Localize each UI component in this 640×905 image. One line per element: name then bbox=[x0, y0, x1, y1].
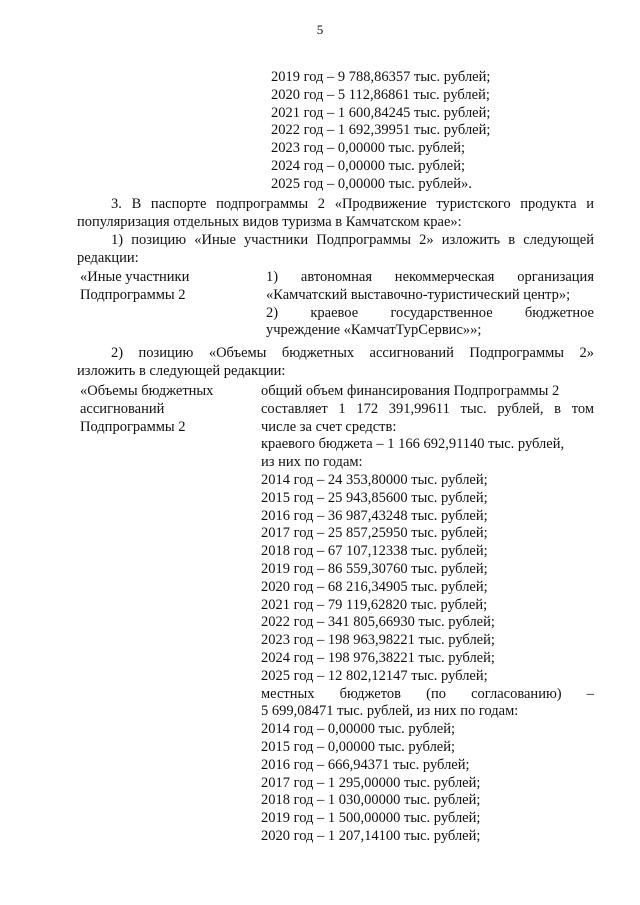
table-cell-line: местных бюджетов (по согласованию) – bbox=[261, 685, 594, 702]
table-cell-line: «Камчатский выставочно-туристический центр»; bbox=[266, 286, 571, 303]
table-cell-line: 2019 год – 86 559,30760 тыс. рублей; bbox=[261, 560, 488, 577]
table-cell-line: 2016 год – 36 987,43248 тыс. рублей; bbox=[261, 507, 488, 524]
table-cell-line: из них по годам: bbox=[261, 454, 363, 471]
top-years-list bbox=[271, 69, 571, 194]
table2-right-cell bbox=[261, 383, 594, 846]
table-cell-line: 2024 год – 198 976,38221 тыс. рублей; bbox=[261, 649, 495, 666]
paragraph-3 bbox=[77, 196, 594, 232]
table-cell-line: 2025 год – 12 802,12147 тыс. рублей; bbox=[261, 667, 488, 684]
paragraph-3-2 bbox=[77, 345, 594, 381]
table-cell-line: 2018 год – 1 030,00000 тыс. рублей; bbox=[261, 792, 481, 809]
table-cell-line: общий объем финансирования Подпрограммы 2 bbox=[261, 383, 560, 399]
table-cell-line: 2017 год – 25 857,25950 тыс. рублей; bbox=[261, 525, 488, 542]
table-cell-line: 2020 год – 1 207,14100 тыс. рублей; bbox=[261, 827, 481, 844]
table-cell-line: 2019 год – 1 500,00000 тыс. рублей; bbox=[261, 810, 481, 827]
list-item: 2019 год – 9 788,86357 тыс. рублей; bbox=[271, 69, 491, 85]
table-cell-line: 2014 год – 24 353,80000 тыс. рублей; bbox=[261, 471, 488, 488]
list-item: 2022 год – 1 692,39951 тыс. рублей; bbox=[271, 122, 491, 139]
table-cell-line: 1) автономная некоммерческая организация bbox=[266, 269, 594, 285]
paragraph-line: популяризация отдельных видов туризма в Камчатском крае»: bbox=[77, 213, 462, 230]
list-item: 2021 год – 1 600,84245 тыс. рублей; bbox=[271, 104, 491, 121]
table-cell-line: 2022 год – 341 805,66930 тыс. рублей; bbox=[261, 614, 495, 631]
page-number: 5 bbox=[316, 22, 324, 37]
table-cell-line: Подпрограммы 2 bbox=[80, 418, 186, 435]
table1-left-cell bbox=[80, 269, 260, 305]
table-cell-line: 2) краевое государственное бюджетное bbox=[266, 304, 594, 321]
table-cell-line: 2018 год – 67 107,12338 тыс. рублей; bbox=[261, 543, 488, 560]
table-cell-line: учреждение «КамчатТурСервис»»; bbox=[266, 322, 482, 339]
table-cell-line: «Иные участники bbox=[80, 269, 190, 285]
table-cell-line: 2014 год – 0,00000 тыс. рублей; bbox=[261, 721, 456, 738]
list-item: 2023 год – 0,00000 тыс. рублей; bbox=[271, 140, 466, 157]
table-cell-line: составляет 1 172 391,99611 тыс. рублей, в том bbox=[261, 400, 594, 417]
table2-left-cell bbox=[80, 383, 260, 436]
table-cell-line: ассигнований bbox=[80, 400, 165, 417]
list-item: 2024 год – 0,00000 тыс. рублей; bbox=[271, 157, 466, 174]
table1-right-cell bbox=[266, 269, 594, 340]
table-cell-line: 2016 год – 666,94371 тыс. рублей; bbox=[261, 756, 470, 773]
paragraph-line: 1) позицию «Иные участники Подпрограммы 2» изложить в следующей bbox=[111, 232, 594, 248]
paragraph-line: 3. В паспорте подпрограммы 2 «Продвижение туристского продукта и bbox=[111, 196, 594, 212]
table-cell-line: 2023 год – 198 963,98221 тыс. рублей; bbox=[261, 632, 495, 649]
paragraph-line: 2) позицию «Объемы бюджетных ассигнований Подпрограммы 2» bbox=[111, 345, 594, 361]
table-cell-line: 2021 год – 79 119,62820 тыс. рублей; bbox=[261, 596, 488, 613]
list-item: 2020 год – 5 112,86861 тыс. рублей; bbox=[271, 86, 490, 103]
table-cell-line: 5 699,08471 тыс. рублей, из них по годам: bbox=[261, 703, 519, 720]
paragraph-line: изложить в следующей редакции: bbox=[77, 362, 286, 379]
table-cell-line: краевого бюджета – 1 166 692,91140 тыс. рублей, bbox=[261, 436, 565, 453]
table-cell-line: 2015 год – 25 943,85600 тыс. рублей; bbox=[261, 489, 488, 506]
paragraph-line: редакции: bbox=[77, 249, 139, 266]
list-item: 2025 год – 0,00000 тыс. рублей». bbox=[271, 175, 472, 192]
table-cell-line: 2020 год – 68 216,34905 тыс. рублей; bbox=[261, 578, 488, 595]
table-cell-line: «Объемы бюджетных bbox=[80, 383, 214, 399]
table-cell-line: 2017 год – 1 295,00000 тыс. рублей; bbox=[261, 774, 481, 791]
paragraph-3-1 bbox=[77, 232, 594, 268]
table-cell-line: Подпрограммы 2 bbox=[80, 286, 186, 303]
table-cell-line: числе за счет средств: bbox=[261, 418, 397, 435]
table-cell-line: 2015 год – 0,00000 тыс. рублей; bbox=[261, 738, 456, 755]
